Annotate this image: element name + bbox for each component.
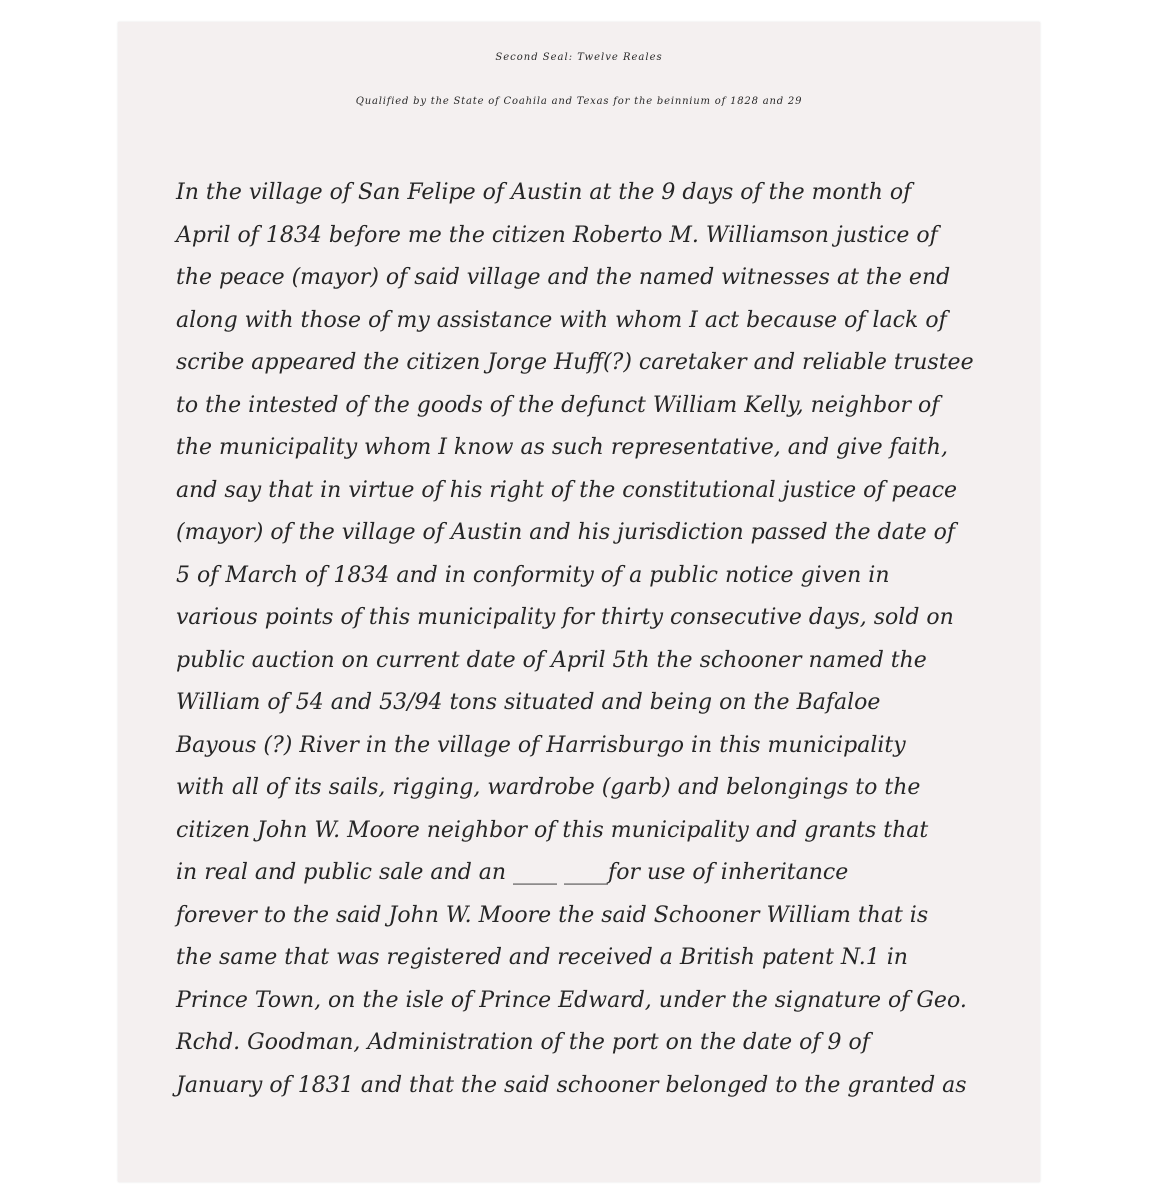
text-line: and say that in virtue of his right of the constitutional justice of peace xyxy=(176,477,958,503)
text-line: in real and public sale and an ____ ____for use of inheritance xyxy=(176,860,849,885)
text-line: to the intested of the goods of the defunct William Kelly, neighbor of xyxy=(176,392,940,418)
text-line: the peace (mayor) of said village and the named witnesses at the end xyxy=(176,265,951,290)
text-line: Bayous (?) River in the village of Harrisburgo in this municipality xyxy=(176,732,906,758)
text-line: (mayor) of the village of Austin and his jurisdiction passed the date of xyxy=(176,520,955,545)
text-line: Rchd. Goodman, Administration of the port on the date of 9 of xyxy=(176,1030,870,1055)
text-line: public auction on current date of April 5th the schooner named the xyxy=(176,647,927,673)
text-line: William of 54 and 53/94 tons situated and being on the Bafaloe xyxy=(176,690,881,715)
text-line: April of 1834 before me the citizen Roberto M. Williamson justice of xyxy=(176,222,938,248)
text-line: the same that was registered and received a British patent N.1 in xyxy=(176,945,908,970)
text-line: with all of its sails, rigging, wardrobe (garb) and belongings to the xyxy=(176,775,921,800)
document-subtitle: Qualified by the State of Coahila and Texas for the beinnium of 1828 and 29 xyxy=(355,96,803,107)
document-body xyxy=(176,172,1016,1107)
text-line: Prince Town, on the isle of Prince Edward, under the signature of Geo. xyxy=(176,987,967,1013)
text-line: along with those of my assistance with whom I act because of lack of xyxy=(176,307,947,333)
text-line: various points of this municipality for thirty consecutive days, sold on xyxy=(176,605,954,630)
text-line: In the village of San Felipe of Austin at the 9 days of the month of xyxy=(176,180,912,205)
text-line: the municipality whom I know as such representative, and give faith, xyxy=(176,435,948,460)
text-line: citizen John W. Moore neighbor of this municipality and grants that xyxy=(176,817,929,843)
text-line: scribe appeared the citizen Jorge Huff(?) caretaker and reliable trustee xyxy=(176,350,974,375)
document-page xyxy=(118,22,1040,1182)
document-title: Second Seal: Twelve Reales xyxy=(495,52,663,63)
text-line: forever to the said John W. Moore the said Schooner William that is xyxy=(176,902,929,928)
text-line: January of 1831 and that the said schooner belonged to the granted as xyxy=(176,1072,967,1098)
text-line: 5 of March of 1834 and in conformity of a public notice given in xyxy=(176,562,890,588)
